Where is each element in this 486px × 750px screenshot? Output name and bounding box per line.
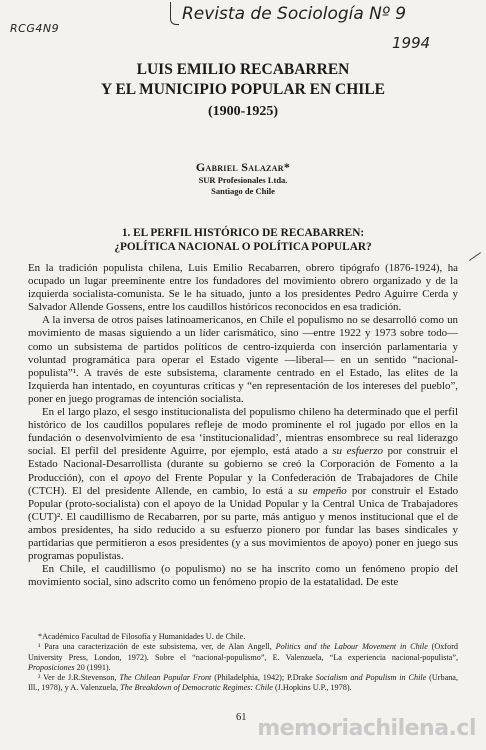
footnote-text: ¹ Para una caracterización de este subsistema, ver, de Alan Angell, bbox=[38, 642, 276, 652]
paragraph-3-text: por construir el Estado Popular (proto-socialista) con el apoyo de la Unidad Popular y la Central Unica de Trabajadores (CUT)². El caudillismo de Recabarren, por su parte, más antiguo y menos institucional que el de ambos presidentes, ha sido reducido a su esfuerzo pionero por fundar las bases sindicales y partidarias que permitieron a esos presidentes (y a sus movimientos de apoyo) poner en juego sus programas populistas. bbox=[28, 484, 459, 563]
footnote-text: (J.Hopkins U.P., 1978). bbox=[272, 683, 352, 693]
paragraph-3-text: por construir el Estado Nacional-Desarrollista (durante su gobierno se creó la Corporación de Fomento a la Producción), con el bbox=[28, 445, 458, 484]
footnote-1 bbox=[28, 642, 458, 673]
footnote-title: The Chilean Popular Front bbox=[119, 673, 212, 683]
article-title-dates: (1900-1925) bbox=[208, 104, 278, 119]
footnotes bbox=[28, 632, 458, 694]
emphasis-su-esfuerzo: su esfuerzo bbox=[332, 445, 383, 458]
section-heading-line-1: 1. EL PERFIL HISTÓRICO DE RECABARREN: bbox=[121, 227, 365, 239]
footnote-title: Politics and the Labour Movement in Chile bbox=[275, 642, 428, 652]
author-location: Santiago de Chile bbox=[211, 186, 275, 196]
paragraph-3-text: En el largo plazo, el sesgo institucionalista del populismo chileno ha determinado que el perfil histórico de los caudillos populares refleje de modo prominente el rol jugado por ellos en la fundación o desenvolvimiento de esa ‘institucionalidad’, mientras ensombrece su real liderazgo social. El perfil del presidente Aguirre, por ejemplo, está atado a bbox=[28, 406, 458, 458]
handwritten-journal-note: Revista de Sociología Nº 9 bbox=[182, 4, 407, 24]
article-title-line-1: LUIS EMILIO RECABARREN bbox=[136, 61, 350, 78]
footnote-title: Proposiciones bbox=[28, 662, 75, 672]
footnote-author: *Académico Facultad de Filosofía y Humanidades U. de Chile. bbox=[38, 632, 246, 641]
paragraph-3-text: del Frente Popular y la Confederación de Trabajadores de Chile (CTCH). El del presidente Allende, en cambio, lo está a bbox=[28, 471, 458, 497]
footnote-title: Socialism and Populism in Chile bbox=[315, 673, 427, 683]
article-body bbox=[28, 262, 458, 589]
article-title-line-2: Y EL MUNICIPIO POPULAR EN CHILE bbox=[100, 81, 386, 98]
section-heading-line-2: ¿POLÍTICA NACIONAL O POLÍTICA POPULAR? bbox=[114, 241, 372, 253]
handwritten-bracket bbox=[170, 2, 179, 25]
author-block bbox=[0, 160, 486, 197]
paragraph-1: En la tradición populista chilena, Luis Emilio Recabarren, obrero tipógrafo (1876-1924), ha ocupado un lugar preeminente entre los fundadores del movimiento obrero organizado y de la izquierda socialista-comunista. Se le ha situado, junto a los presidentes Pedro Aguirre Cerda y Salvador Allende Gossens, entre los caudillos históricos reconocidos en esa tradición. bbox=[28, 262, 458, 314]
paragraph-4: En Chile, el caudillismo (o populismo) no se ha inscrito como un fenómeno propio del movimiento social, sino adscrito como un fenómeno propio de la estatalidad. De este bbox=[28, 563, 458, 589]
catalog-stamp: RCG4N9 bbox=[10, 22, 60, 35]
page-number: 61 bbox=[236, 712, 247, 723]
emphasis-apoyo: apoyo bbox=[123, 471, 151, 484]
watermark-logo: memoriachilena.cl bbox=[257, 716, 476, 741]
emphasis-su-empeno: su empeño bbox=[298, 484, 347, 497]
handwritten-year-note: 1994 bbox=[392, 34, 431, 52]
footnote-text: (Philadelphia, 1942); P.Drake bbox=[211, 673, 316, 683]
footnote-text: (Oxford University Press, London, 1972). Sobre el “nacional-populismo”, E. Valenzuela, “La experiencia nacional-populista”, bbox=[28, 642, 459, 662]
footnote-2 bbox=[28, 673, 458, 694]
author-affiliation: SUR Profesionales Ltda. bbox=[198, 175, 288, 185]
footnote-title: The Breakdown of Democratic Regimes: Chile bbox=[120, 683, 273, 693]
paragraph-3 bbox=[28, 406, 458, 563]
paragraph-2: A la inversa de otros países latinoamericanos, en Chile el populismo no se desarrolló como un movimiento de masas siguiendo a un líder carismático, sino —entre 1922 y 1973 sobre todo— como un subsistema de partidos políticos de centro-izquierda con inserción parlamentaria y voluntad programática para operar el Estado vigente —liberal— en un sentido “nacional-populista”¹. A través de este subsistema, claramente centrado en el Estado, las elites de la Izquierda han intentado, en coyunturas críticas y “en representación de los intereses del pueblo”, poner en juego programas de intención socialista. bbox=[28, 314, 458, 405]
author-name: Gabriel Salazar* bbox=[195, 160, 291, 174]
footnote-text: ² Ver de J.R.Stevenson, bbox=[38, 673, 120, 683]
footnote-text: (Urbana, Ill., 1978), y A. Valenzuela, bbox=[28, 673, 458, 693]
footnote-text: 20 (1991). bbox=[74, 662, 111, 672]
